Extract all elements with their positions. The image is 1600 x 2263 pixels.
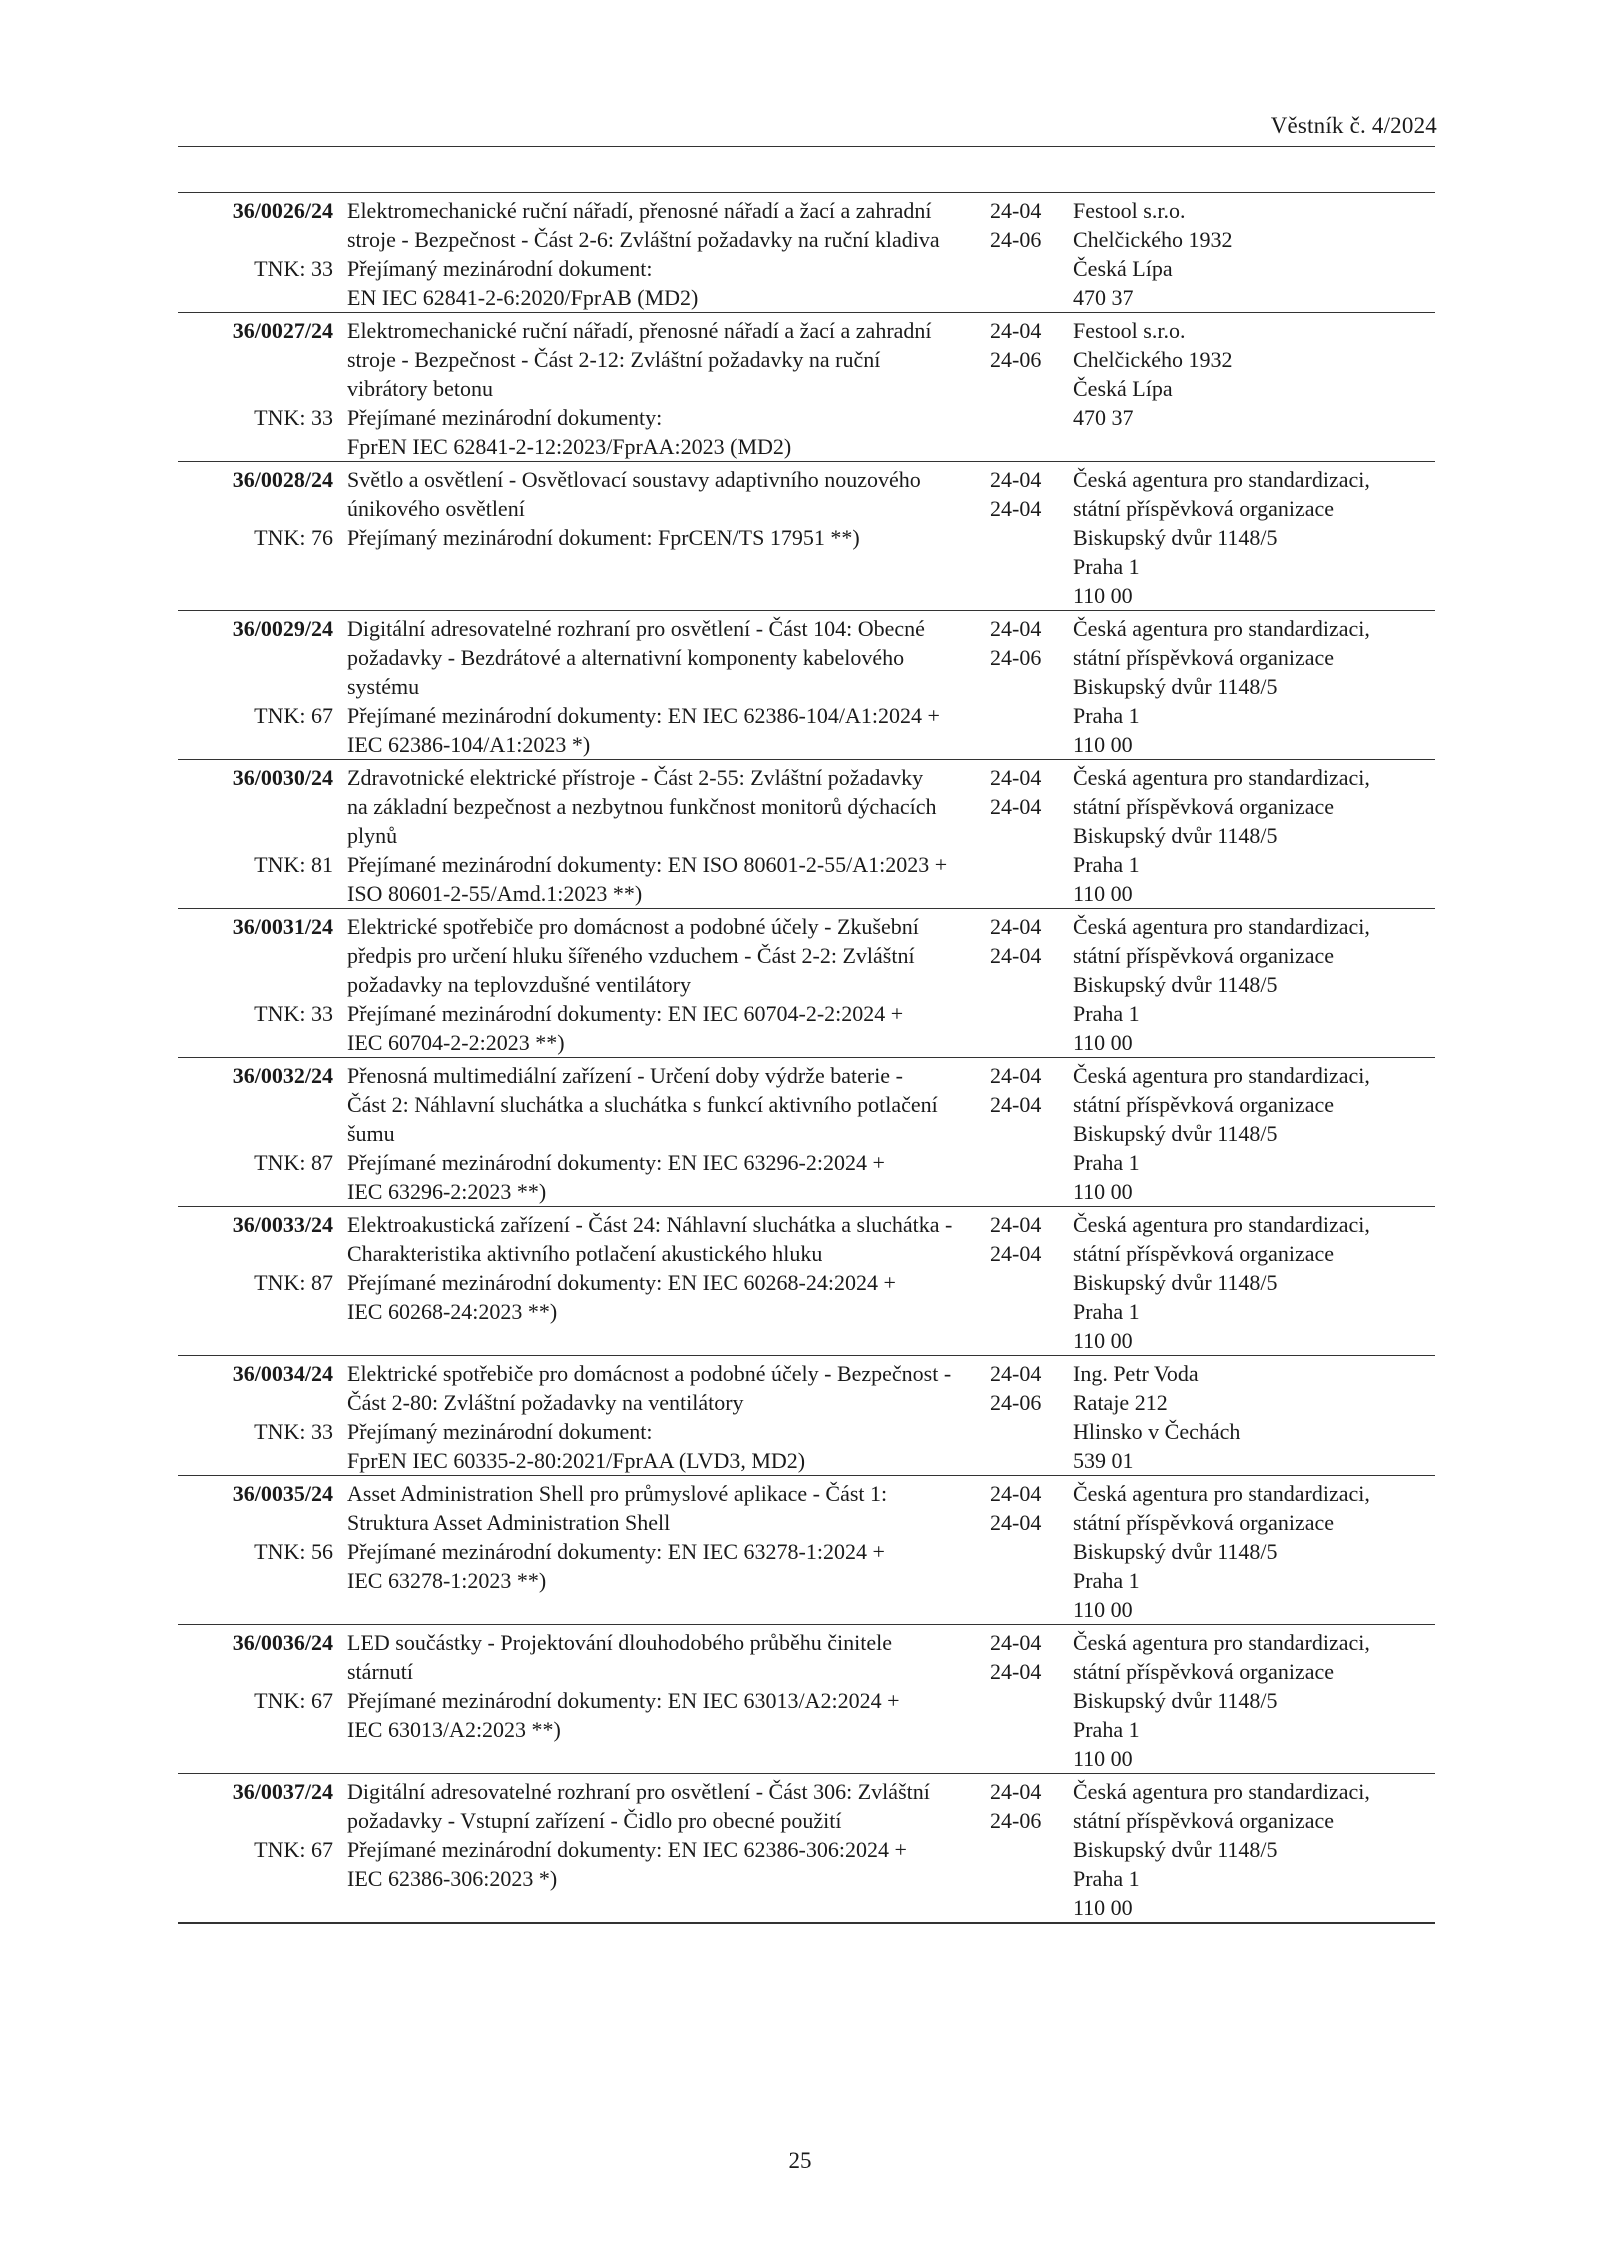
table-row bbox=[178, 1476, 1435, 1625]
organization-line: Praha 1 bbox=[1073, 852, 1140, 877]
description-line: plynů bbox=[347, 823, 398, 848]
organization-line: Praha 1 bbox=[1073, 1568, 1140, 1593]
entry-id-cell bbox=[178, 1777, 333, 1922]
organization-line: Praha 1 bbox=[1073, 1717, 1140, 1742]
date-value: 24-06 bbox=[990, 347, 1042, 372]
entry-organization bbox=[1068, 614, 1435, 759]
entry-tnk: TNK: 81 bbox=[254, 852, 333, 877]
description-line: IEC 63296-2:2023 **) bbox=[347, 1179, 547, 1204]
date-value: 24-04 bbox=[990, 496, 1042, 521]
entry-tnk: TNK: 56 bbox=[254, 1539, 333, 1564]
date-value: 24-06 bbox=[990, 1390, 1042, 1415]
organization-line: Biskupský dvůr 1148/5 bbox=[1073, 674, 1278, 699]
description-line: Přejímané mezinárodní dokumenty: EN IEC 63296-2:2024 + bbox=[347, 1150, 885, 1175]
entry-tnk: TNK: 33 bbox=[254, 256, 333, 281]
organization-line: 110 00 bbox=[1073, 1328, 1133, 1353]
entry-description bbox=[333, 1479, 973, 1624]
date-value: 24-04 bbox=[990, 1361, 1042, 1386]
entry-dates bbox=[973, 912, 1068, 1057]
table-row bbox=[178, 611, 1435, 760]
entry-description bbox=[333, 1210, 973, 1355]
description-line: Charakteristika aktivního potlačení akustického hluku bbox=[347, 1241, 823, 1266]
table-row bbox=[178, 1774, 1435, 1924]
organization-line: Česká agentura pro standardizaci, bbox=[1073, 1779, 1370, 1804]
date-value: 24-06 bbox=[990, 227, 1042, 252]
date-value: 24-04 bbox=[990, 1481, 1042, 1506]
description-line: Elektroakustická zařízení - Část 24: Náhlavní sluchátka a sluchátka - bbox=[347, 1212, 953, 1237]
entry-description bbox=[333, 1359, 973, 1475]
entry-tnk: TNK: 33 bbox=[254, 405, 333, 430]
entry-tnk: TNK: 67 bbox=[254, 1837, 333, 1862]
entry-id-cell bbox=[178, 614, 333, 759]
entry-description bbox=[333, 316, 973, 461]
entry-id-cell bbox=[178, 1628, 333, 1773]
description-line: IEC 60704-2-2:2023 **) bbox=[347, 1030, 565, 1055]
entry-description bbox=[333, 763, 973, 908]
organization-line: Festool s.r.o. bbox=[1073, 198, 1186, 223]
description-line: stárnutí bbox=[347, 1659, 413, 1684]
description-line: Přejímané mezinárodní dokumenty: bbox=[347, 405, 663, 430]
organization-line: státní příspěvková organizace bbox=[1073, 1659, 1335, 1684]
description-line: Zdravotnické elektrické přístroje - Část 2-55: Zvláštní požadavky bbox=[347, 765, 924, 790]
organization-line: Praha 1 bbox=[1073, 1150, 1140, 1175]
date-value: 24-04 bbox=[990, 1630, 1042, 1655]
date-value: 24-06 bbox=[990, 1808, 1042, 1833]
organization-line: Chelčického 1932 bbox=[1073, 227, 1233, 252]
entry-dates bbox=[973, 1061, 1068, 1206]
organization-line: 470 37 bbox=[1073, 405, 1134, 430]
description-line: IEC 62386-104/A1:2023 *) bbox=[347, 732, 591, 757]
description-line: Přejímaný mezinárodní dokument: bbox=[347, 1419, 653, 1444]
entry-description bbox=[333, 196, 973, 312]
organization-line: Hlinsko v Čechách bbox=[1073, 1419, 1241, 1444]
description-line: Elektromechanické ruční nářadí, přenosné nářadí a žací a zahradní bbox=[347, 198, 932, 223]
organization-line: státní příspěvková organizace bbox=[1073, 1510, 1335, 1535]
date-value: 24-04 bbox=[990, 467, 1042, 492]
organization-line: 110 00 bbox=[1073, 732, 1133, 757]
entry-dates bbox=[973, 1479, 1068, 1624]
description-line: únikového osvětlení bbox=[347, 496, 525, 521]
entry-dates bbox=[973, 1359, 1068, 1475]
description-line: ISO 80601-2-55/Amd.1:2023 **) bbox=[347, 881, 643, 906]
organization-line: Praha 1 bbox=[1073, 1001, 1140, 1026]
organization-line: Biskupský dvůr 1148/5 bbox=[1073, 1539, 1278, 1564]
date-value: 24-04 bbox=[990, 616, 1042, 641]
organization-line: Česká agentura pro standardizaci, bbox=[1073, 1063, 1370, 1088]
table-row bbox=[178, 1207, 1435, 1356]
description-line: na základní bezpečnost a nezbytnou funkčnost monitorů dýchacích bbox=[347, 794, 937, 819]
organization-line: Praha 1 bbox=[1073, 1299, 1140, 1324]
organization-line: Chelčického 1932 bbox=[1073, 347, 1233, 372]
entry-dates bbox=[973, 1210, 1068, 1355]
date-value: 24-04 bbox=[990, 765, 1042, 790]
entry-organization bbox=[1068, 1479, 1435, 1624]
entry-id-cell bbox=[178, 912, 333, 1057]
description-line: Digitální adresovatelné rozhraní pro osvětlení - Část 306: Zvláštní bbox=[347, 1779, 930, 1804]
description-line: EN IEC 62841-2-6:2020/FprAB (MD2) bbox=[347, 285, 699, 310]
description-line: IEC 60268-24:2023 **) bbox=[347, 1299, 558, 1324]
organization-line: Biskupský dvůr 1148/5 bbox=[1073, 1837, 1278, 1862]
date-value: 24-04 bbox=[990, 198, 1042, 223]
entry-description bbox=[333, 1061, 973, 1206]
organization-line: Česká agentura pro standardizaci, bbox=[1073, 765, 1370, 790]
entry-id-cell bbox=[178, 763, 333, 908]
organization-line: Biskupský dvůr 1148/5 bbox=[1073, 1121, 1278, 1146]
organization-line: 539 01 bbox=[1073, 1448, 1134, 1473]
header-divider bbox=[178, 146, 1435, 147]
entry-number: 36/0032/24 bbox=[232, 1063, 333, 1088]
entry-dates bbox=[973, 316, 1068, 461]
organization-line: Biskupský dvůr 1148/5 bbox=[1073, 525, 1278, 550]
date-value: 24-04 bbox=[990, 1510, 1042, 1535]
date-value: 24-04 bbox=[990, 1241, 1042, 1266]
organization-line: Praha 1 bbox=[1073, 554, 1140, 579]
description-line: Světlo a osvětlení - Osvětlovací soustavy adaptivního nouzového bbox=[347, 467, 921, 492]
entry-number: 36/0033/24 bbox=[232, 1212, 333, 1237]
entry-number: 36/0026/24 bbox=[232, 198, 333, 223]
organization-line: státní příspěvková organizace bbox=[1073, 943, 1335, 968]
description-line: Elektromechanické ruční nářadí, přenosné nářadí a žací a zahradní bbox=[347, 318, 932, 343]
organization-line: Ing. Petr Voda bbox=[1073, 1361, 1199, 1386]
entry-id-cell bbox=[178, 316, 333, 461]
organization-line: Biskupský dvůr 1148/5 bbox=[1073, 1688, 1278, 1713]
entry-description bbox=[333, 614, 973, 759]
entry-id-cell bbox=[178, 465, 333, 610]
entry-tnk: TNK: 33 bbox=[254, 1419, 333, 1444]
entry-number: 36/0036/24 bbox=[232, 1630, 333, 1655]
entry-dates bbox=[973, 763, 1068, 908]
description-line: Struktura Asset Administration Shell bbox=[347, 1510, 671, 1535]
organization-line: Praha 1 bbox=[1073, 1866, 1140, 1891]
table-row bbox=[178, 909, 1435, 1058]
organization-line: 110 00 bbox=[1073, 881, 1133, 906]
entry-tnk: TNK: 87 bbox=[254, 1270, 333, 1295]
entry-organization bbox=[1068, 1210, 1435, 1355]
entry-number: 36/0037/24 bbox=[232, 1779, 333, 1804]
organization-line: 110 00 bbox=[1073, 1597, 1133, 1622]
description-line: Asset Administration Shell pro průmyslové aplikace - Část 1: bbox=[347, 1481, 888, 1506]
entry-id-cell bbox=[178, 1479, 333, 1624]
description-line: Přejímané mezinárodní dokumenty: EN ISO 80601-2-55/A1:2023 + bbox=[347, 852, 948, 877]
entry-organization bbox=[1068, 196, 1435, 312]
entry-organization bbox=[1068, 763, 1435, 908]
organization-line: Česká agentura pro standardizaci, bbox=[1073, 914, 1370, 939]
entry-dates bbox=[973, 1628, 1068, 1773]
entry-organization bbox=[1068, 316, 1435, 461]
date-value: 24-04 bbox=[990, 794, 1042, 819]
organization-line: státní příspěvková organizace bbox=[1073, 1241, 1335, 1266]
description-line: Část 2-80: Zvláštní požadavky na ventilátory bbox=[347, 1390, 744, 1415]
organization-line: 110 00 bbox=[1073, 1895, 1133, 1920]
description-line: Přejímané mezinárodní dokumenty: EN IEC 63278-1:2024 + bbox=[347, 1539, 885, 1564]
entry-organization bbox=[1068, 1061, 1435, 1206]
entry-id-cell bbox=[178, 1359, 333, 1475]
entry-organization bbox=[1068, 465, 1435, 610]
entry-number: 36/0027/24 bbox=[232, 318, 333, 343]
entry-organization bbox=[1068, 1628, 1435, 1773]
description-line: vibrátory betonu bbox=[347, 376, 494, 401]
table-row bbox=[178, 760, 1435, 909]
entry-tnk: TNK: 76 bbox=[254, 525, 333, 550]
organization-line: státní příspěvková organizace bbox=[1073, 794, 1335, 819]
description-line: IEC 62386-306:2023 *) bbox=[347, 1866, 558, 1891]
page-number: 25 bbox=[788, 2148, 812, 2173]
organization-line: Biskupský dvůr 1148/5 bbox=[1073, 1270, 1278, 1295]
organization-line: Biskupský dvůr 1148/5 bbox=[1073, 823, 1278, 848]
entry-id-cell bbox=[178, 1061, 333, 1206]
organization-line: Praha 1 bbox=[1073, 703, 1140, 728]
organization-line: Česká agentura pro standardizaci, bbox=[1073, 1212, 1370, 1237]
description-line: požadavky - Vstupní zařízení - Čidlo pro obecné použití bbox=[347, 1808, 842, 1833]
description-line: systému bbox=[347, 674, 420, 699]
organization-line: Česká Lípa bbox=[1073, 256, 1173, 281]
description-line: Digitální adresovatelné rozhraní pro osvětlení - Část 104: Obecné bbox=[347, 616, 925, 641]
entry-description bbox=[333, 1777, 973, 1922]
description-line: LED součástky - Projektování dlouhodobého průběhu činitele bbox=[347, 1630, 892, 1655]
organization-line: Festool s.r.o. bbox=[1073, 318, 1186, 343]
date-value: 24-04 bbox=[990, 1659, 1042, 1684]
organization-line: Česká agentura pro standardizaci, bbox=[1073, 1630, 1370, 1655]
description-line: Přejímané mezinárodní dokumenty: EN IEC 62386-306:2024 + bbox=[347, 1837, 907, 1862]
date-value: 24-04 bbox=[990, 1779, 1042, 1804]
organization-line: Česká agentura pro standardizaci, bbox=[1073, 616, 1370, 641]
description-line: Přejímané mezinárodní dokumenty: EN IEC 62386-104/A1:2024 + bbox=[347, 703, 940, 728]
description-line: požadavky na teplovzdušné ventilátory bbox=[347, 972, 691, 997]
entry-number: 36/0034/24 bbox=[232, 1361, 333, 1386]
entry-tnk: TNK: 67 bbox=[254, 703, 333, 728]
description-line: Elektrické spotřebiče pro domácnost a podobné účely - Bezpečnost - bbox=[347, 1361, 952, 1386]
organization-line: 110 00 bbox=[1073, 1179, 1133, 1204]
table-row bbox=[178, 193, 1435, 313]
table-row bbox=[178, 1058, 1435, 1207]
standards-table bbox=[178, 192, 1435, 1924]
organization-line: státní příspěvková organizace bbox=[1073, 1808, 1335, 1833]
date-value: 24-04 bbox=[990, 1212, 1042, 1237]
organization-line: Biskupský dvůr 1148/5 bbox=[1073, 972, 1278, 997]
description-line: Přejímaný mezinárodní dokument: bbox=[347, 256, 653, 281]
entry-dates bbox=[973, 196, 1068, 312]
entry-number: 36/0029/24 bbox=[232, 616, 333, 641]
description-line: IEC 63013/A2:2023 **) bbox=[347, 1717, 561, 1742]
entry-number: 36/0031/24 bbox=[232, 914, 333, 939]
description-line: Část 2: Náhlavní sluchátka a sluchátka s funkcí aktivního potlačení bbox=[347, 1092, 938, 1117]
organization-line: Česká agentura pro standardizaci, bbox=[1073, 467, 1370, 492]
entry-organization bbox=[1068, 1777, 1435, 1922]
entry-dates bbox=[973, 614, 1068, 759]
description-line: Přejímané mezinárodní dokumenty: EN IEC 60268-24:2024 + bbox=[347, 1270, 896, 1295]
organization-line: Česká agentura pro standardizaci, bbox=[1073, 1481, 1370, 1506]
table-row bbox=[178, 1625, 1435, 1774]
description-line: Přenosná multimediální zařízení - Určení doby výdrže baterie - bbox=[347, 1063, 903, 1088]
entry-description bbox=[333, 912, 973, 1057]
description-line: stroje - Bezpečnost - Část 2-6: Zvláštní požadavky na ruční kladiva bbox=[347, 227, 940, 252]
date-value: 24-04 bbox=[990, 1092, 1042, 1117]
entry-dates bbox=[973, 465, 1068, 610]
description-line: Přejímané mezinárodní dokumenty: EN IEC 63013/A2:2024 + bbox=[347, 1688, 900, 1713]
description-line: Přejímaný mezinárodní dokument: FprCEN/TS 17951 **) bbox=[347, 525, 860, 550]
date-value: 24-06 bbox=[990, 645, 1042, 670]
table-row bbox=[178, 1356, 1435, 1476]
description-line: FprEN IEC 62841-2-12:2023/FprAA:2023 (MD2) bbox=[347, 434, 792, 459]
page-header-title: Věstník č. 4/2024 bbox=[1270, 113, 1437, 138]
description-line: požadavky - Bezdrátové a alternativní komponenty kabelového bbox=[347, 645, 905, 670]
date-value: 24-04 bbox=[990, 318, 1042, 343]
entry-organization bbox=[1068, 912, 1435, 1057]
entry-tnk: TNK: 67 bbox=[254, 1688, 333, 1713]
entry-tnk: TNK: 33 bbox=[254, 1001, 333, 1026]
entry-organization bbox=[1068, 1359, 1435, 1475]
date-value: 24-04 bbox=[990, 943, 1042, 968]
organization-line: 110 00 bbox=[1073, 1746, 1133, 1771]
description-line: šumu bbox=[347, 1121, 395, 1146]
organization-line: 110 00 bbox=[1073, 583, 1133, 608]
entry-description bbox=[333, 1628, 973, 1773]
description-line: Přejímané mezinárodní dokumenty: EN IEC 60704-2-2:2024 + bbox=[347, 1001, 904, 1026]
entry-tnk: TNK: 87 bbox=[254, 1150, 333, 1175]
table-row bbox=[178, 462, 1435, 611]
entry-description bbox=[333, 465, 973, 610]
description-line: Elektrické spotřebiče pro domácnost a podobné účely - Zkušební bbox=[347, 914, 919, 939]
table-row bbox=[178, 313, 1435, 462]
date-value: 24-04 bbox=[990, 914, 1042, 939]
description-line: předpis pro určení hluku šířeného vzduchem - Část 2-2: Zvláštní bbox=[347, 943, 915, 968]
description-line: IEC 63278-1:2023 **) bbox=[347, 1568, 547, 1593]
entry-id-cell bbox=[178, 196, 333, 312]
entry-id-cell bbox=[178, 1210, 333, 1355]
organization-line: 470 37 bbox=[1073, 285, 1134, 310]
description-line: FprEN IEC 60335-2-80:2021/FprAA (LVD3, MD2) bbox=[347, 1448, 806, 1473]
entry-dates bbox=[973, 1777, 1068, 1922]
entry-number: 36/0035/24 bbox=[232, 1481, 333, 1506]
organization-line: státní příspěvková organizace bbox=[1073, 645, 1335, 670]
organization-line: státní příspěvková organizace bbox=[1073, 1092, 1335, 1117]
entry-number: 36/0030/24 bbox=[232, 765, 333, 790]
organization-line: 110 00 bbox=[1073, 1030, 1133, 1055]
entry-number: 36/0028/24 bbox=[232, 467, 333, 492]
organization-line: Česká Lípa bbox=[1073, 376, 1173, 401]
description-line: stroje - Bezpečnost - Část 2-12: Zvláštní požadavky na ruční bbox=[347, 347, 881, 372]
date-value: 24-04 bbox=[990, 1063, 1042, 1088]
organization-line: Rataje 212 bbox=[1073, 1390, 1168, 1415]
organization-line: státní příspěvková organizace bbox=[1073, 496, 1335, 521]
